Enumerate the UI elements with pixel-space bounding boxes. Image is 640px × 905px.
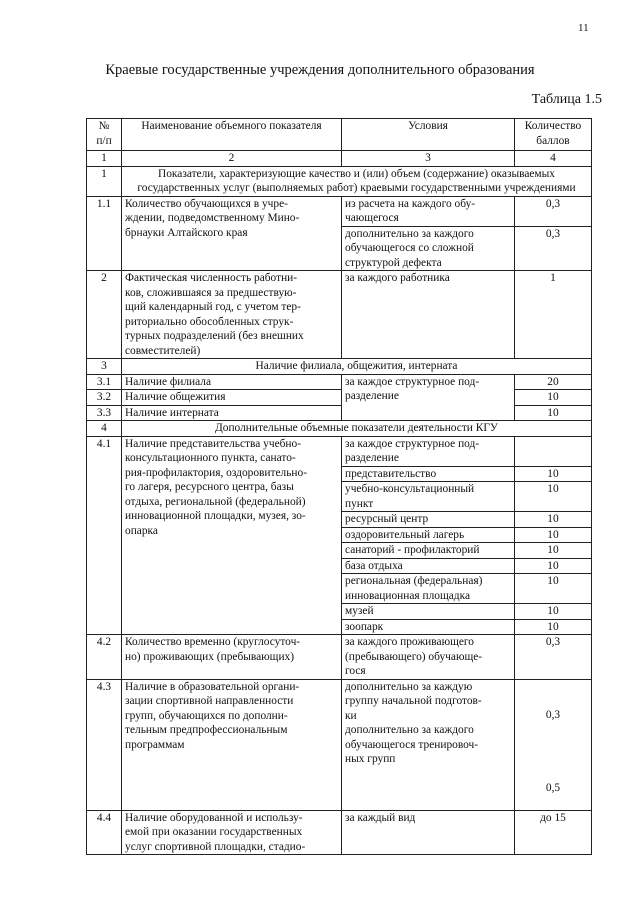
score: 10 [515, 405, 592, 421]
header-conditions: Условия [342, 119, 515, 151]
row-num: 4.3 [87, 679, 122, 810]
row-num: 4.2 [87, 635, 122, 680]
table-row [87, 679, 592, 810]
row-num: 4.1 [87, 436, 122, 635]
score: 10 [515, 543, 592, 559]
section-title: Показатели, характеризующие качество и (или) объем (содержание) оказываемых государственных услуг (выполняемых работ) краевыми государственными учреждениями [122, 166, 592, 196]
condition: учебно-консультационный пункт [342, 482, 515, 512]
indicator-name: Наличие в образовательной органи- зации спортивной направленности групп, обучающихся по дополни- тельным предпрофессиональным программам [122, 679, 342, 810]
score: 0,3 [515, 196, 592, 226]
score: 10 [515, 466, 592, 482]
condition: ресурсный центр [342, 512, 515, 528]
section-row [87, 421, 592, 437]
score: 0,3 [515, 635, 592, 680]
condition: представительство [342, 466, 515, 482]
indicator-name: Фактическая численность работни- ков, сложившаяся за предшествую- щий календарный год, с учетом тер- риториально обособленных струк- турных подразделений (без внешних совместителей) [122, 271, 342, 359]
page-number: 11 [578, 22, 589, 34]
score: 10 [515, 558, 592, 574]
score: 10 [515, 390, 592, 406]
score: 10 [515, 527, 592, 543]
document-title: Краевые государственные учреждения дополнительного образования [105, 62, 535, 78]
header-name: Наименование объемного показателя [122, 119, 342, 151]
table-header-row [87, 119, 592, 151]
condition: за каждое структурное под- разделение [342, 374, 515, 421]
score-value: 0,3 [545, 709, 561, 721]
condition: оздоровительный лагерь [342, 527, 515, 543]
table-row [87, 405, 592, 421]
condition: из расчета на каждого обу- чающегося [342, 196, 515, 226]
header-score: Количество баллов [515, 119, 592, 151]
row-num: 3.1 [87, 374, 122, 390]
score [515, 436, 592, 466]
condition: за каждое структурное под- разделение [342, 436, 515, 466]
header-num: № п/п [87, 119, 122, 151]
table-row [87, 436, 592, 466]
indicator-name: Количество временно (круглосуточ- но) проживающих (пребывающих) [122, 635, 342, 680]
score: 10 [515, 619, 592, 635]
row-num: 4 [87, 421, 122, 437]
score: 10 [515, 574, 592, 604]
score: 10 [515, 482, 592, 512]
table-caption: Таблица 1.5 [531, 92, 602, 107]
section-row [87, 166, 592, 196]
section-title: Дополнительные объемные показатели деятельности КГУ [122, 421, 592, 437]
row-num: 3.3 [87, 405, 122, 421]
table-row [87, 196, 592, 226]
condition: региональная (федеральная) инновационная площадка [342, 574, 515, 604]
condition: за каждого работника [342, 271, 515, 359]
table-row [87, 374, 592, 390]
condition: дополнительно за каждого обучающегося со сложной структурой дефекта [342, 226, 515, 271]
table-row [87, 390, 592, 406]
colnum: 1 [87, 151, 122, 167]
indicator-name: Наличие интерната [122, 405, 342, 421]
score: 20 [515, 374, 592, 390]
colnum: 3 [342, 151, 515, 167]
score: 1 [515, 271, 592, 359]
table-row [87, 271, 592, 359]
score: 10 [515, 604, 592, 620]
row-num: 1.1 [87, 196, 122, 271]
section-title: Наличие филиала, общежития, интерната [122, 359, 592, 375]
indicator-name: Количество обучающихся в учре- ждении, подведомственному Мино- брнауки Алтайского края [122, 196, 342, 271]
row-num: 3.2 [87, 390, 122, 406]
condition: музей [342, 604, 515, 620]
condition: зоопарк [342, 619, 515, 635]
indicators-table [86, 118, 592, 855]
condition: санаторий - профилакторий [342, 543, 515, 559]
score: 10 [515, 512, 592, 528]
colnum: 4 [515, 151, 592, 167]
row-num: 1 [87, 166, 122, 196]
condition: дополнительно за каждую группу начальной подготов- ки дополнительно за каждого обучающегося тренировоч- ных групп [342, 679, 515, 810]
table-row [87, 635, 592, 680]
score [515, 679, 592, 810]
column-numbers-row [87, 151, 592, 167]
condition: база отдыха [342, 558, 515, 574]
indicator-name: Наличие общежития [122, 390, 342, 406]
condition: за каждый вид [342, 810, 515, 855]
row-num: 2 [87, 271, 122, 359]
score-value: 0,5 [545, 781, 561, 794]
row-num: 3 [87, 359, 122, 375]
section-row [87, 359, 592, 375]
table-row [87, 810, 592, 855]
score: до 15 [515, 810, 592, 855]
indicator-name: Наличие представительства учебно- консультационного пункта, санато- рия-профилактория, оздоровительно- го лагеря, ресурсного центра, базы отдыха, региональной (федеральной) инновационной площадки, музея, зо- опарка [122, 436, 342, 635]
condition: за каждого проживающего (пребывающего) обучающе- гося [342, 635, 515, 680]
indicator-name: Наличие оборудованной и использу- емой при оказании государственных услуг спортивной площадки, стадио- [122, 810, 342, 855]
indicator-name: Наличие филиала [122, 374, 342, 390]
row-num: 4.4 [87, 810, 122, 855]
score: 0,3 [515, 226, 592, 271]
colnum: 2 [122, 151, 342, 167]
